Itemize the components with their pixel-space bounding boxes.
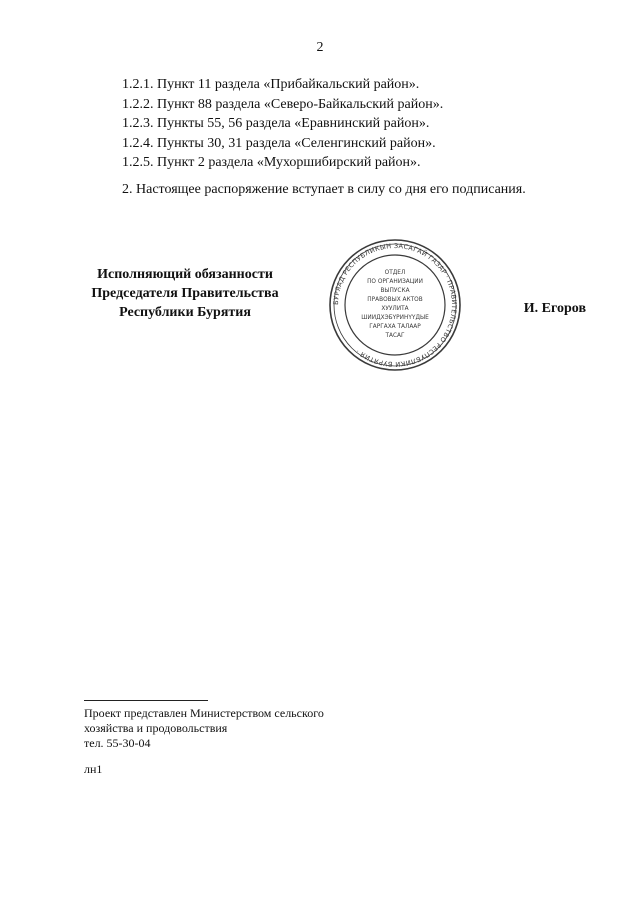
closing-paragraph: 2. Настоящее распоряжение вступает в силу со дня его подписания. [122, 182, 526, 197]
footnote-line: Проект представлен Министерством сельского [84, 706, 324, 720]
list-item: 1.2.4. Пункты 30, 31 раздела «Селенгинский район». [122, 135, 436, 151]
seal-outer-text-path: БУРЯАД РЕСПУБЛИКЫН ЗАСАГАЙ ГАЗАР · ПРАВИТЕЛЬСТВО РЕСПУБЛИКИ БУРЯТИЯ · [331, 241, 459, 369]
list-item: 1.2.3. Пункты 55, 56 раздела «Еравнинский район». [122, 116, 430, 131]
seal-text-line: ГАРГАХА ТАЛААР [369, 324, 421, 330]
footnote [84, 706, 324, 751]
seal-text-line: ПРАВОВЫХ АКТОВ [367, 297, 423, 303]
list-item: 1.2.5. Пункт 2 раздела «Мухоршибирский район». [122, 155, 421, 170]
footnote-divider [84, 700, 208, 701]
seal-outer-text [332, 242, 458, 368]
footnote-line: тел. 55-30-04 [84, 736, 151, 750]
seal-text-line: ТАСАГ [385, 333, 405, 339]
list-item: 1.2.2. Пункт 88 раздела «Северо-Байкальский район». [122, 96, 444, 112]
official-seal [329, 239, 461, 371]
signer-title [70, 265, 300, 322]
seal-text-line: ХУУЛИТА [381, 306, 409, 312]
document-code: лн1 [84, 762, 103, 776]
signer-title-line: Исполняющий обязанности [97, 267, 273, 282]
signer-name: И. Егоров [523, 301, 586, 316]
footnote-line: хозяйства и продовольствия [84, 721, 228, 735]
signer-title-line: Республики Бурятия [119, 305, 251, 320]
items-list [122, 75, 443, 173]
seal-center-text [361, 270, 429, 339]
seal-text-line: ШИИДХЭБҮРИНҮҮДЫЕ [361, 315, 429, 321]
page-number: 2 [316, 40, 324, 55]
seal-text-line: ВЫПУСКА [380, 288, 410, 294]
signer-title-line: Председателя Правительства [91, 286, 279, 301]
seal-outer-ring [330, 240, 460, 370]
seal-text-line: ОТДЕЛ [384, 270, 406, 276]
seal-text-line: ПО ОРГАНИЗАЦИИ [367, 279, 423, 285]
list-item: 1.2.1. Пункт 11 раздела «Прибайкальский район». [122, 77, 420, 92]
